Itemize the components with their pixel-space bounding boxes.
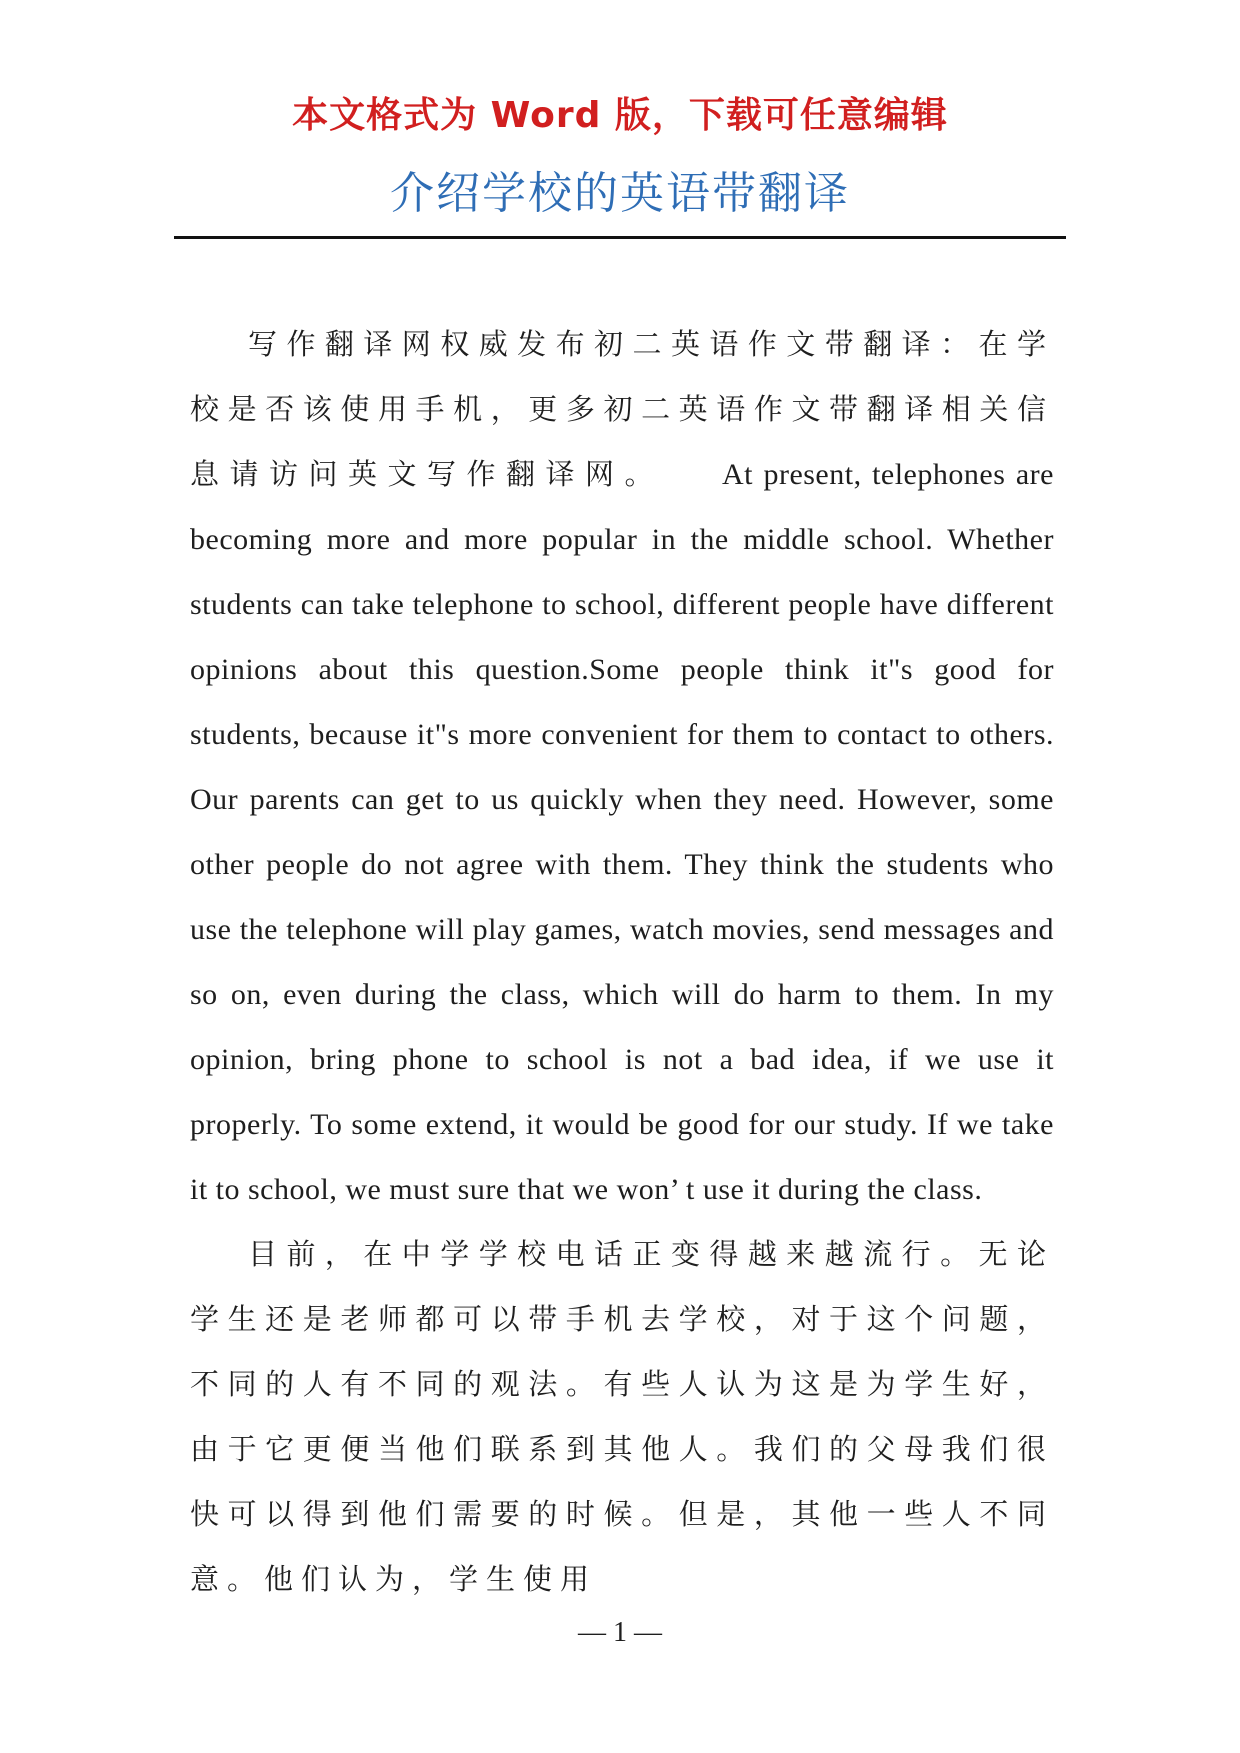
translation-paragraph: 目前，在中学学校电话正变得越来越流行。无论学生还是老师都可以带手机去学校，对于这个问题，不同的人有不同的观法。有些人认为这是为学生好，由于它更便当他们联系到其他人。我们的父母我们很快可以得到他们需要的时候。但是，其他一些人不同意。他们认为，学生使用 bbox=[190, 1237, 1054, 1596]
document-title: 介绍学校的英语带翻译 bbox=[390, 168, 850, 219]
intro-text-cn: 写作翻译网权威发布初二英语作文带翻译：在学校是否该使用手机，更多初二英语作文带翻译相关信息请访问英文写作翻译网。 bbox=[190, 327, 1054, 491]
intro-paragraph bbox=[190, 312, 1054, 1222]
essay-text-en: At present, telephones are becoming more and more popular in the middle school. Whether students can take telephone to school, different people have different opinions about this question.Some people think it"s good for students, because it"s more convenient for them to contact to others. Our parents can get to us quickly when they need. However, some other people do not agree with them. They think the students who use the telephone will play games, watch movies, send messages and so on, even during the class, which will do harm to them. In my opinion, bring phone to school is not a bad idea, if we use it properly. To some extend, it would be good for our study. If we take it to school, we must sure that we won’ t use it during the class. bbox=[190, 458, 1054, 1206]
document-body bbox=[190, 312, 1054, 1612]
page-number: — 1 — bbox=[578, 1617, 662, 1648]
title-divider bbox=[174, 236, 1066, 239]
format-notice: 本文格式为 Word 版，下载可任意编辑 bbox=[292, 95, 948, 136]
